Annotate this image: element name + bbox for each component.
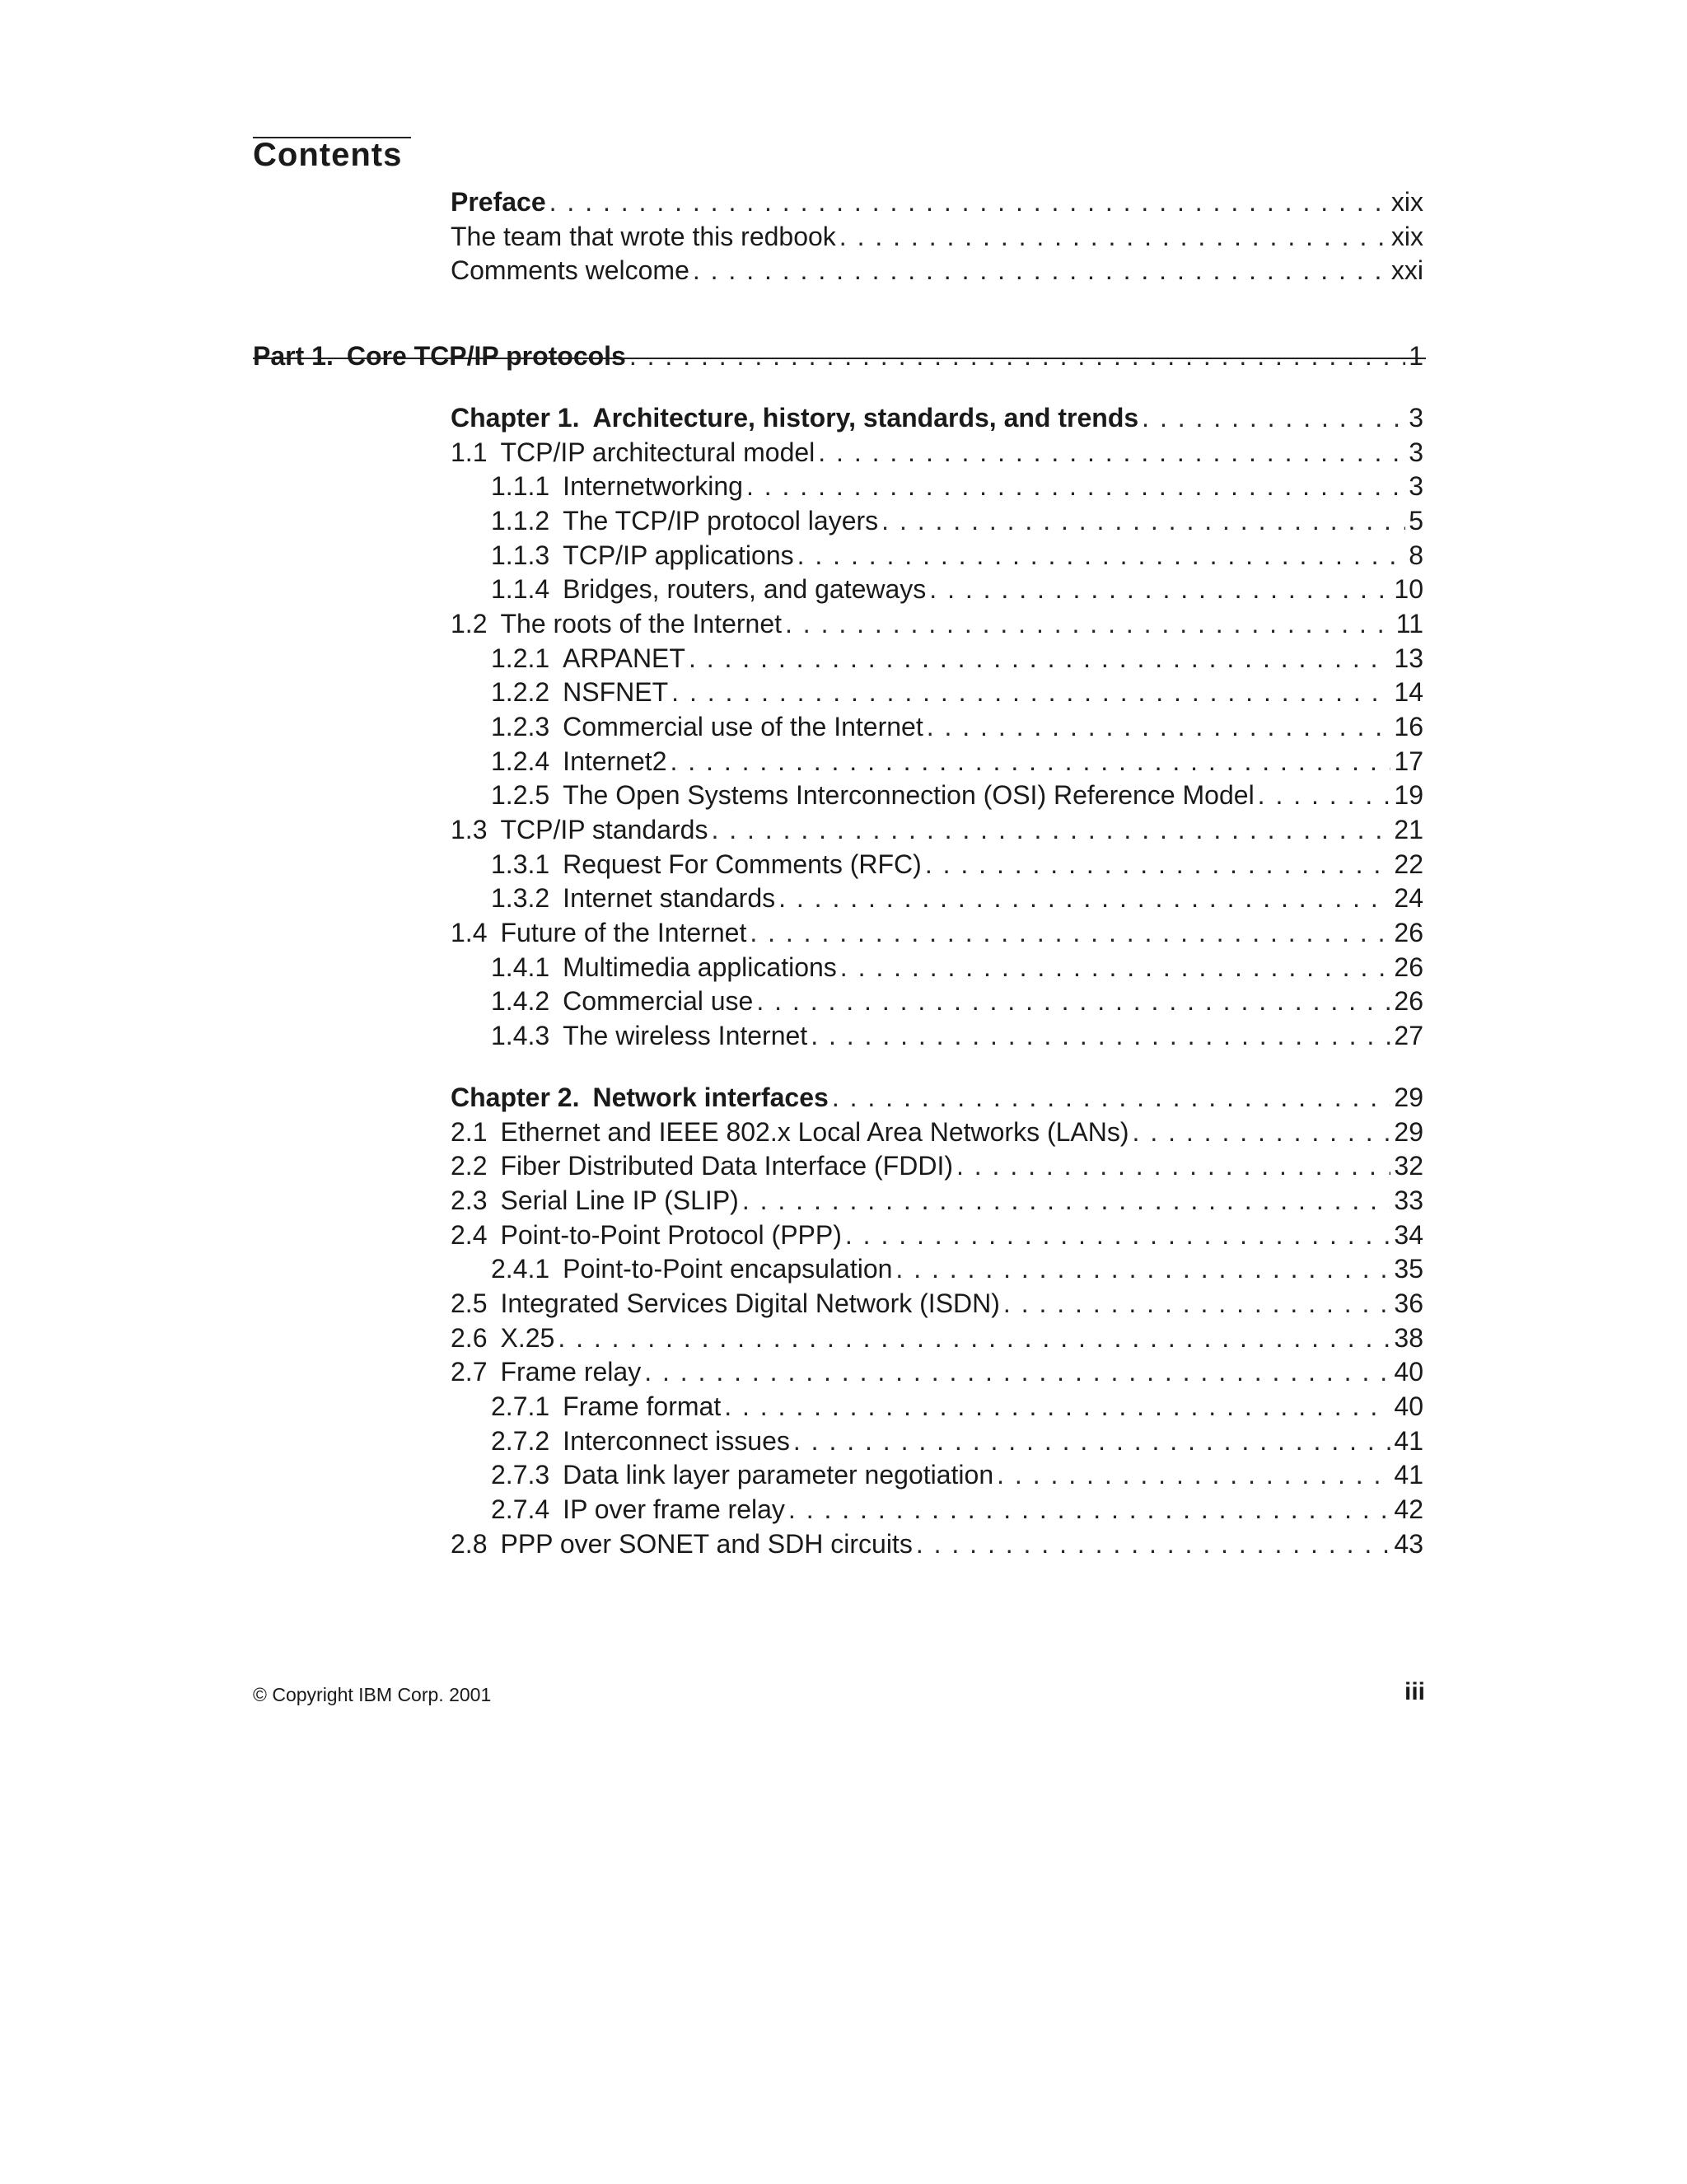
dot-leader bbox=[927, 709, 1391, 744]
toc-entry-page: 5 bbox=[1409, 506, 1423, 535]
toc-entry[interactable] bbox=[491, 1492, 1423, 1527]
toc-entry-label bbox=[451, 812, 711, 847]
toc-entry-number: 1.1.1 bbox=[491, 471, 550, 501]
toc-entry-page: xix bbox=[1390, 187, 1423, 217]
toc-entry[interactable] bbox=[491, 572, 1423, 606]
toc-entry-page: 8 bbox=[1409, 540, 1423, 570]
dot-leader bbox=[670, 744, 1390, 779]
toc-entry-page: 29 bbox=[1394, 1117, 1423, 1147]
toc-entry-page: 26 bbox=[1394, 986, 1423, 1016]
toc-entry-label bbox=[451, 435, 818, 470]
toc-entry-number: 1.4.2 bbox=[491, 986, 550, 1016]
toc-entry-number: 2.7.3 bbox=[491, 1460, 550, 1490]
dot-leader bbox=[644, 1354, 1390, 1389]
dot-leader bbox=[797, 538, 1406, 573]
toc-entry-title: The team that wrote this redbook bbox=[451, 222, 836, 251]
toc-entry[interactable] bbox=[451, 1115, 1423, 1149]
toc-entry-title: Point-to-Point Protocol (PPP) bbox=[500, 1220, 842, 1250]
toc-entry-title: The TCP/IP protocol layers bbox=[563, 506, 879, 535]
toc-entry-label bbox=[451, 1183, 742, 1218]
toc-entry-label bbox=[491, 1492, 788, 1527]
toc-entry-label bbox=[451, 185, 549, 219]
dot-leader bbox=[1142, 400, 1405, 435]
toc-entry-page: 40 bbox=[1394, 1391, 1423, 1421]
toc-entry-label bbox=[451, 400, 1142, 435]
toc-entry[interactable] bbox=[451, 1527, 1423, 1561]
toc-entry-title: Frame format bbox=[563, 1391, 722, 1421]
toc-entry-number: 1.2.5 bbox=[491, 780, 550, 810]
toc-entry-label bbox=[253, 339, 629, 373]
toc-entry[interactable] bbox=[491, 847, 1423, 882]
dot-leader bbox=[756, 984, 1390, 1018]
toc-entry-title: Serial Line IP (SLIP) bbox=[500, 1186, 739, 1215]
dot-leader bbox=[793, 1424, 1391, 1458]
dot-leader bbox=[778, 881, 1390, 915]
dot-leader bbox=[558, 1321, 1390, 1355]
toc-entry-number: 2.7.2 bbox=[491, 1426, 550, 1456]
toc-entry-page: 10 bbox=[1394, 574, 1423, 604]
toc-entry[interactable] bbox=[491, 778, 1423, 812]
toc-entry-label bbox=[491, 538, 797, 573]
toc-entry[interactable] bbox=[451, 1183, 1423, 1218]
toc-entry-label bbox=[491, 984, 756, 1018]
toc-entry-page: 40 bbox=[1394, 1357, 1423, 1387]
dot-leader bbox=[788, 1492, 1391, 1527]
toc-entry-page: 26 bbox=[1394, 952, 1423, 982]
toc-entry-number: Chapter 1. bbox=[451, 403, 580, 433]
toc-entry-number: 1.4.1 bbox=[491, 952, 550, 982]
toc-entry-label bbox=[491, 641, 689, 676]
toc-entry-number: 2.1 bbox=[451, 1117, 488, 1147]
toc-entry-title: Data link layer parameter negotiation bbox=[563, 1460, 994, 1490]
toc-entry-title: Request For Comments (RFC) bbox=[563, 849, 922, 879]
toc-entry-number: 1.1 bbox=[451, 437, 488, 467]
toc-entry[interactable] bbox=[253, 339, 1423, 373]
toc-entry-number: 2.7.1 bbox=[491, 1391, 550, 1421]
toc-entry-title: IP over frame relay bbox=[563, 1494, 785, 1524]
toc-entry-title: Multimedia applications bbox=[563, 952, 837, 982]
dot-leader bbox=[997, 1457, 1390, 1492]
dot-leader bbox=[925, 847, 1391, 882]
toc-entry-page: 17 bbox=[1394, 746, 1423, 776]
toc-entry[interactable] bbox=[451, 400, 1423, 435]
toc-entry-label bbox=[491, 709, 927, 744]
dot-leader bbox=[881, 503, 1405, 538]
toc-entry-title: Interconnect issues bbox=[563, 1426, 790, 1456]
toc-entry-title: Architecture, history, standards, and trends bbox=[592, 403, 1139, 433]
toc-entry-label bbox=[491, 1424, 793, 1458]
toc-entry[interactable] bbox=[451, 253, 1423, 288]
toc-entry[interactable] bbox=[451, 1080, 1423, 1115]
toc-entry-number: 1.2 bbox=[451, 609, 488, 638]
dot-leader bbox=[549, 185, 1388, 219]
toc-entry[interactable] bbox=[491, 538, 1423, 573]
toc-entry-number: 2.5 bbox=[451, 1288, 488, 1318]
toc-entry-label bbox=[491, 1018, 811, 1053]
toc-entry-label bbox=[451, 1115, 1133, 1149]
toc-entry-page: 24 bbox=[1394, 883, 1423, 913]
dot-leader bbox=[811, 1018, 1390, 1053]
toc-entry-label bbox=[451, 1354, 644, 1389]
dot-leader bbox=[895, 1251, 1390, 1286]
toc-entry-title: TCP/IP architectural model bbox=[500, 437, 815, 467]
toc-entry[interactable] bbox=[491, 503, 1423, 538]
dot-leader bbox=[671, 675, 1390, 709]
toc-entry-label bbox=[451, 1148, 956, 1183]
toc-entry-title: Commercial use bbox=[563, 986, 754, 1016]
dot-leader bbox=[929, 572, 1390, 606]
toc-entry[interactable] bbox=[491, 950, 1423, 984]
toc-entry-label bbox=[491, 469, 746, 503]
toc-entry-number: Chapter 2. bbox=[451, 1083, 580, 1112]
toc-entry-page: 41 bbox=[1394, 1426, 1423, 1456]
toc-entry[interactable] bbox=[491, 1424, 1423, 1458]
toc-entry-title: Future of the Internet bbox=[500, 918, 747, 947]
dot-leader bbox=[693, 253, 1388, 288]
toc-entry-label bbox=[451, 1080, 832, 1115]
toc-entry-title: Point-to-Point encapsulation bbox=[563, 1254, 893, 1284]
toc-entry[interactable] bbox=[451, 185, 1423, 219]
toc-entry-label bbox=[491, 950, 840, 984]
toc-entry-label bbox=[491, 881, 778, 915]
toc-entry-label bbox=[491, 778, 1258, 812]
dot-leader bbox=[1003, 1286, 1391, 1321]
toc-entry[interactable] bbox=[491, 1457, 1423, 1492]
toc-entry-label bbox=[491, 1457, 997, 1492]
toc-entry-label bbox=[491, 572, 929, 606]
toc-entry-number: 1.2.4 bbox=[491, 746, 550, 776]
toc-entry[interactable] bbox=[491, 469, 1423, 503]
toc-entry-title: TCP/IP standards bbox=[500, 815, 708, 844]
toc-entry[interactable] bbox=[491, 1018, 1423, 1053]
dot-leader bbox=[742, 1183, 1391, 1218]
toc-entry-number: 1.1.2 bbox=[491, 506, 550, 535]
toc-entry[interactable] bbox=[491, 1389, 1423, 1424]
toc-entry-label bbox=[491, 1389, 724, 1424]
toc-entry-number: 1.1.4 bbox=[491, 574, 550, 604]
dot-leader bbox=[711, 812, 1390, 847]
toc-entry-page: 22 bbox=[1394, 849, 1423, 879]
toc-entry-title: Internet standards bbox=[563, 883, 776, 913]
toc-entry-number: 1.1.3 bbox=[491, 540, 550, 570]
toc-entry-number: 2.8 bbox=[451, 1529, 488, 1559]
toc-entry-page: 27 bbox=[1394, 1021, 1423, 1050]
toc-entry-title: The wireless Internet bbox=[563, 1021, 808, 1050]
toc-entry[interactable] bbox=[451, 219, 1423, 254]
toc-entry-title: The roots of the Internet bbox=[500, 609, 783, 638]
toc-entry-label bbox=[451, 606, 785, 641]
toc-entry-page: 14 bbox=[1394, 677, 1423, 707]
toc-entry-title: NSFNET bbox=[563, 677, 669, 707]
toc-entry-page: 3 bbox=[1409, 403, 1423, 433]
toc-entry-title: ARPANET bbox=[563, 643, 685, 673]
toc-entry-number: 2.7 bbox=[451, 1357, 488, 1387]
toc-entry-page: 3 bbox=[1409, 471, 1423, 501]
toc-entry-page: 11 bbox=[1395, 609, 1423, 638]
toc-entry-title: Frame relay bbox=[500, 1357, 642, 1387]
toc-entry-page: 26 bbox=[1394, 918, 1423, 947]
dot-leader bbox=[832, 1080, 1391, 1115]
dot-leader bbox=[750, 915, 1390, 950]
toc-entry-label bbox=[491, 1251, 895, 1286]
toc-entry-number: 2.4 bbox=[451, 1220, 488, 1250]
toc-entry[interactable] bbox=[451, 1286, 1423, 1321]
toc-entry-label bbox=[491, 503, 881, 538]
toc-entry[interactable] bbox=[451, 812, 1423, 847]
toc-entry-page: 1 bbox=[1409, 341, 1423, 371]
page-number: iii bbox=[1404, 1678, 1425, 1705]
toc-entry-number: 1.2.1 bbox=[491, 643, 550, 673]
toc-entry[interactable] bbox=[491, 744, 1423, 779]
toc-entry-title: Commercial use of the Internet bbox=[563, 712, 923, 741]
toc-entry-title: Fiber Distributed Data Interface (FDDI) bbox=[500, 1151, 953, 1181]
toc-entry-title: Integrated Services Digital Network (ISDN) bbox=[500, 1288, 1000, 1318]
toc-entry-number: Part 1. bbox=[253, 341, 334, 371]
toc-entry[interactable] bbox=[491, 709, 1423, 744]
toc-entry[interactable] bbox=[451, 606, 1423, 641]
dot-leader bbox=[818, 435, 1405, 470]
dot-leader bbox=[839, 219, 1388, 254]
dot-leader bbox=[840, 950, 1391, 984]
toc-entry-title: Internetworking bbox=[563, 471, 743, 501]
dot-leader bbox=[916, 1527, 1391, 1561]
toc-entry[interactable] bbox=[451, 1354, 1423, 1389]
toc-entry-number: 1.3.1 bbox=[491, 849, 550, 879]
toc-entry-page: 34 bbox=[1394, 1220, 1423, 1250]
toc-entry-title: Network interfaces bbox=[592, 1083, 829, 1112]
toc-entry-page: 33 bbox=[1394, 1186, 1423, 1215]
dot-leader bbox=[746, 469, 1405, 503]
toc-entry[interactable] bbox=[451, 435, 1423, 470]
toc-entry[interactable] bbox=[451, 1218, 1423, 1252]
toc-entry-number: 2.7.4 bbox=[491, 1494, 550, 1524]
dot-leader bbox=[629, 339, 1405, 373]
toc-entry-label bbox=[451, 1218, 845, 1252]
toc-entry-label bbox=[451, 219, 839, 254]
toc-entry[interactable] bbox=[491, 984, 1423, 1018]
dot-leader bbox=[785, 606, 1393, 641]
toc-entry-title: Comments welcome bbox=[451, 255, 689, 285]
dot-leader bbox=[1258, 778, 1391, 812]
dot-leader bbox=[1133, 1115, 1391, 1149]
toc-entry-number: 1.4 bbox=[451, 918, 488, 947]
toc-entry-page: 35 bbox=[1394, 1254, 1423, 1284]
toc-entry-title: Internet2 bbox=[563, 746, 667, 776]
toc-entry-label bbox=[451, 1286, 1003, 1321]
toc-entry[interactable] bbox=[491, 1251, 1423, 1286]
toc-entry-number: 1.2.2 bbox=[491, 677, 550, 707]
toc-entry-page: 21 bbox=[1394, 815, 1423, 844]
toc-entry[interactable] bbox=[491, 881, 1423, 915]
toc-entry-title: Bridges, routers, and gateways bbox=[563, 574, 927, 604]
toc-entry-title: TCP/IP applications bbox=[563, 540, 794, 570]
toc-entry-label bbox=[491, 744, 670, 779]
toc-entry-page: 3 bbox=[1409, 437, 1423, 467]
toc-entry-page: 13 bbox=[1394, 643, 1423, 673]
toc-entry-page: 38 bbox=[1394, 1323, 1423, 1353]
toc-entry-label bbox=[451, 1321, 558, 1355]
toc-entry[interactable] bbox=[491, 641, 1423, 676]
toc-entry-page: xix bbox=[1390, 222, 1423, 251]
dot-leader bbox=[689, 641, 1390, 676]
toc-entry-title: PPP over SONET and SDH circuits bbox=[500, 1529, 913, 1559]
dot-leader bbox=[724, 1389, 1390, 1424]
toc-entry-page: 43 bbox=[1394, 1529, 1423, 1559]
toc-entry-page: 36 bbox=[1394, 1288, 1423, 1318]
toc-entry-title: Preface bbox=[451, 187, 546, 217]
toc-entry[interactable] bbox=[491, 675, 1423, 709]
toc-entry-label bbox=[491, 675, 671, 709]
toc-entry[interactable] bbox=[451, 1321, 1423, 1355]
toc-entry-page: 16 bbox=[1394, 712, 1423, 741]
toc-entry-number: 1.3.2 bbox=[491, 883, 550, 913]
toc-entry-title: X.25 bbox=[500, 1323, 555, 1353]
toc-entry-page: xxi bbox=[1390, 255, 1423, 285]
toc-entry[interactable] bbox=[451, 1148, 1423, 1183]
toc-entry-page: 42 bbox=[1394, 1494, 1423, 1524]
toc-entry-number: 2.3 bbox=[451, 1186, 488, 1215]
toc-entry-label bbox=[451, 253, 693, 288]
page-title: Contents bbox=[253, 137, 403, 173]
toc-entry-page: 32 bbox=[1394, 1151, 1423, 1181]
toc-entry-title: Core TCP/IP protocols bbox=[346, 341, 626, 371]
toc-entry-page: 41 bbox=[1394, 1460, 1423, 1490]
toc-entry-page: 19 bbox=[1394, 780, 1423, 810]
toc-entry-page: 29 bbox=[1394, 1083, 1423, 1112]
copyright-notice: © Copyright IBM Corp. 2001 bbox=[253, 1684, 492, 1705]
toc-entry-title: The Open Systems Interconnection (OSI) Reference Model bbox=[563, 780, 1255, 810]
toc-entry-number: 1.2.3 bbox=[491, 712, 550, 741]
toc-entry[interactable] bbox=[451, 915, 1423, 950]
toc-entry-label bbox=[451, 915, 750, 950]
toc-entry-number: 1.3 bbox=[451, 815, 488, 844]
toc-entry-number: 2.6 bbox=[451, 1323, 488, 1353]
toc-entry-number: 2.2 bbox=[451, 1151, 488, 1181]
dot-leader bbox=[845, 1218, 1391, 1252]
toc-entry-number: 1.4.3 bbox=[491, 1021, 550, 1050]
toc-entry-number: 2.4.1 bbox=[491, 1254, 550, 1284]
dot-leader bbox=[956, 1148, 1390, 1183]
toc-entry-label bbox=[451, 1527, 916, 1561]
toc-entry-label bbox=[491, 847, 925, 882]
toc-entry-title: Ethernet and IEEE 802.x Local Area Networks (LANs) bbox=[500, 1117, 1129, 1147]
